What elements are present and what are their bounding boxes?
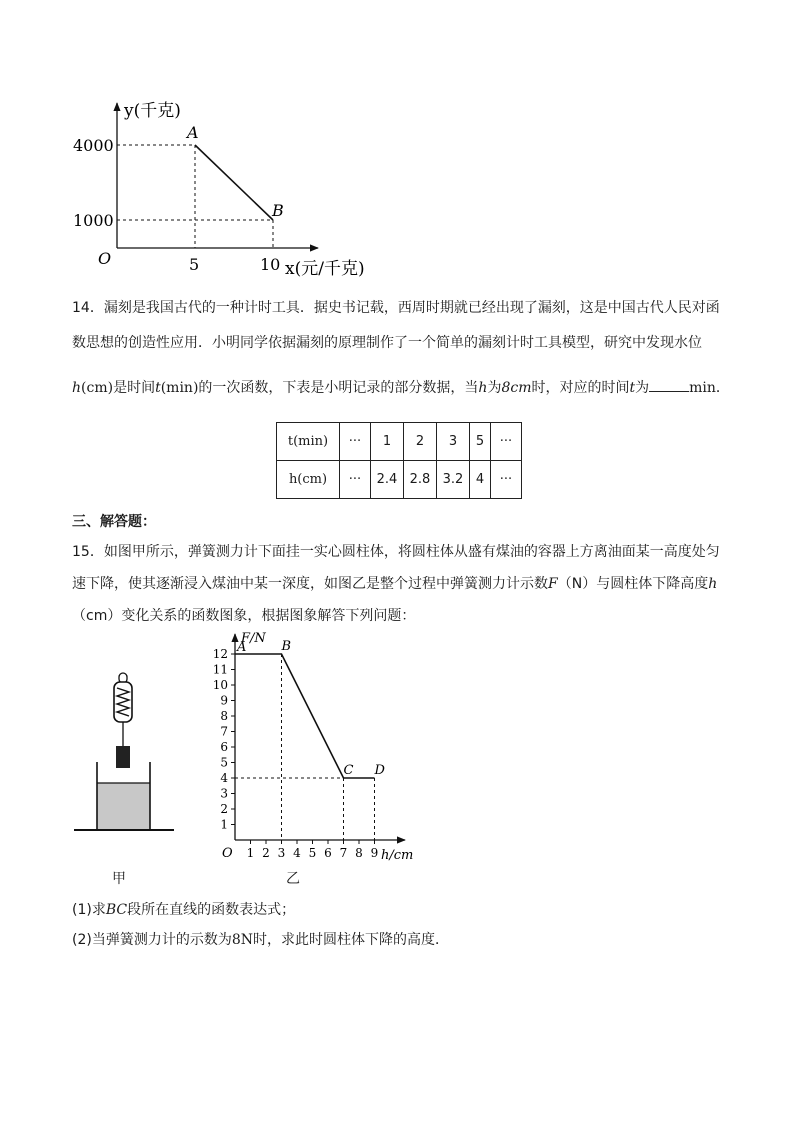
x-tick-label: 9 (370, 846, 379, 860)
table-row-t (277, 423, 522, 461)
q14-text-d: 时，对应的时间 (531, 380, 630, 396)
chart-marks (213, 639, 386, 860)
y-tick-label: 12 (212, 647, 228, 661)
q14-text-c: 为 (487, 380, 502, 396)
x-tick-label: 1 (246, 846, 255, 860)
x-tick-label: 5 (308, 846, 317, 860)
x-tick-label: 3 (277, 846, 286, 860)
origin-label: O (222, 846, 233, 861)
y-tick-label: 7 (220, 724, 228, 739)
q14-line3 (72, 377, 730, 398)
unit-min: (min) (160, 380, 199, 396)
table-cell: 3 (437, 423, 470, 461)
q14-text-end: ． (715, 380, 730, 396)
table-cell: ··· (340, 423, 371, 461)
table-cell: 4 (470, 461, 491, 499)
unit-min-2: min (689, 380, 716, 396)
table-cell: 2.4 (371, 461, 404, 499)
x-tick-label: 2 (262, 846, 270, 860)
q14-text-b: 的一次函数，下表是小明记录的部分数据，当 (198, 380, 479, 396)
point-label-d: D (374, 763, 385, 778)
q15-line3: （cm）变化关系的函数图象，根据图象解答下列问题： (72, 608, 416, 624)
q15-text-2a: 速下降，使其逐渐浸入煤油中某一深度，如图乙是整个过程中弹簧测力计示数 (72, 576, 548, 592)
value-8cm: 8cm (501, 380, 532, 396)
y-tick-label: 4 (220, 771, 228, 785)
var-h-2: h (478, 380, 488, 396)
point-label-b: B (281, 639, 292, 654)
figure-yi-chart (195, 622, 435, 872)
sub2-text-a: (2)当弹簧测力计的示数为 (72, 932, 232, 948)
y-tick-label: 6 (220, 740, 228, 754)
q15-text-2b: （N）与圆柱体下降高度 (557, 576, 709, 592)
var-h: h (72, 380, 82, 396)
table-cell: 1 (371, 423, 404, 461)
var-t-2: t (629, 380, 636, 396)
table-cell: ··· (491, 461, 522, 499)
figure-yi-caption: 乙 (286, 871, 300, 887)
q14-text-e: 为 (635, 380, 650, 396)
y-tick-label: 2 (220, 802, 228, 816)
table-cell: ··· (491, 423, 522, 461)
unit-cm: (cm) (81, 380, 114, 396)
y-tick-label: 8 (220, 709, 228, 723)
table-cell: ··· (340, 461, 371, 499)
x-axis-label: x(元/千克) (285, 259, 365, 279)
table-cell: 3.2 (437, 461, 470, 499)
var-f: F (548, 576, 558, 592)
table-cell: 5 (470, 423, 491, 461)
x-axis-label: h/cm (381, 848, 414, 863)
value-8n: 8N (231, 932, 254, 948)
point-a-label: A (187, 123, 199, 142)
data-table (276, 422, 522, 499)
q14-line2: 数思想的创造性应用．小明同学依据漏刻的原理制作了一个简单的漏刻计时工具模型，研究中发现水位 (72, 335, 702, 351)
table-head-t: t(min) (277, 423, 340, 461)
y-tick-4000: 4000 (73, 136, 114, 155)
q14-line1: 14．漏刻是我国古代的一种计时工具．据史书记载，西周时期就已经出现了漏刻，这是中国古代人民对函 (72, 300, 720, 316)
origin-label: O (98, 249, 112, 268)
var-h-3: h (708, 576, 718, 592)
y-tick-label: 1 (220, 817, 228, 832)
var-t: t (155, 380, 161, 396)
point-b-label: B (272, 201, 284, 220)
y-axis-label: F/N (241, 631, 266, 646)
graph-price-quantity (60, 88, 400, 283)
x-tick-label: 4 (293, 846, 301, 860)
x-tick-10: 10 (260, 255, 281, 274)
y-tick-label: 11 (212, 662, 228, 677)
point-label-c: C (343, 763, 354, 778)
figure-jia (70, 668, 180, 838)
q15-line1: 15．如图甲所示，弹簧测力计下面挂一实心圆柱体，将圆柱体从盛有煤油的容器上方离油面某一高度处匀 (72, 544, 720, 560)
q14-text-a: 是时间 (113, 380, 156, 396)
table-cell: 2.8 (404, 461, 437, 499)
y-axis-label: y(千克) (124, 101, 181, 121)
segment-bc: BC (105, 902, 128, 918)
section-heading: 三、解答题： (72, 514, 156, 530)
oil (97, 783, 150, 829)
sub1-text-a: (1)求 (72, 902, 106, 918)
y-tick-label: 3 (220, 786, 228, 801)
y-tick-label: 9 (220, 693, 228, 708)
point-label-a: A (237, 640, 247, 655)
figure-jia-caption: 甲 (112, 871, 126, 887)
x-tick-label: 6 (324, 846, 332, 860)
y-tick-1000: 1000 (73, 211, 114, 230)
q15-line2 (72, 574, 717, 594)
series-line (235, 654, 375, 778)
answer-blank[interactable] (649, 377, 689, 392)
y-tick-label: 10 (212, 678, 228, 692)
table-head-h: h(cm) (277, 461, 340, 499)
x-tick-label: 7 (339, 846, 348, 860)
x-tick-5: 5 (189, 255, 200, 274)
x-tick-label: 8 (355, 846, 363, 860)
sub2-text-b: 时，求此时圆柱体下降的高度． (253, 932, 450, 948)
segment-ab (195, 145, 273, 220)
sub-question-1 (72, 900, 295, 920)
y-tick-label: 5 (220, 755, 228, 770)
table-row-h (277, 461, 522, 499)
cylinder (116, 746, 130, 768)
sub1-text-b: 段所在直线的函数表达式； (127, 902, 296, 918)
table-cell: 2 (404, 423, 437, 461)
sub-question-2 (72, 930, 449, 950)
